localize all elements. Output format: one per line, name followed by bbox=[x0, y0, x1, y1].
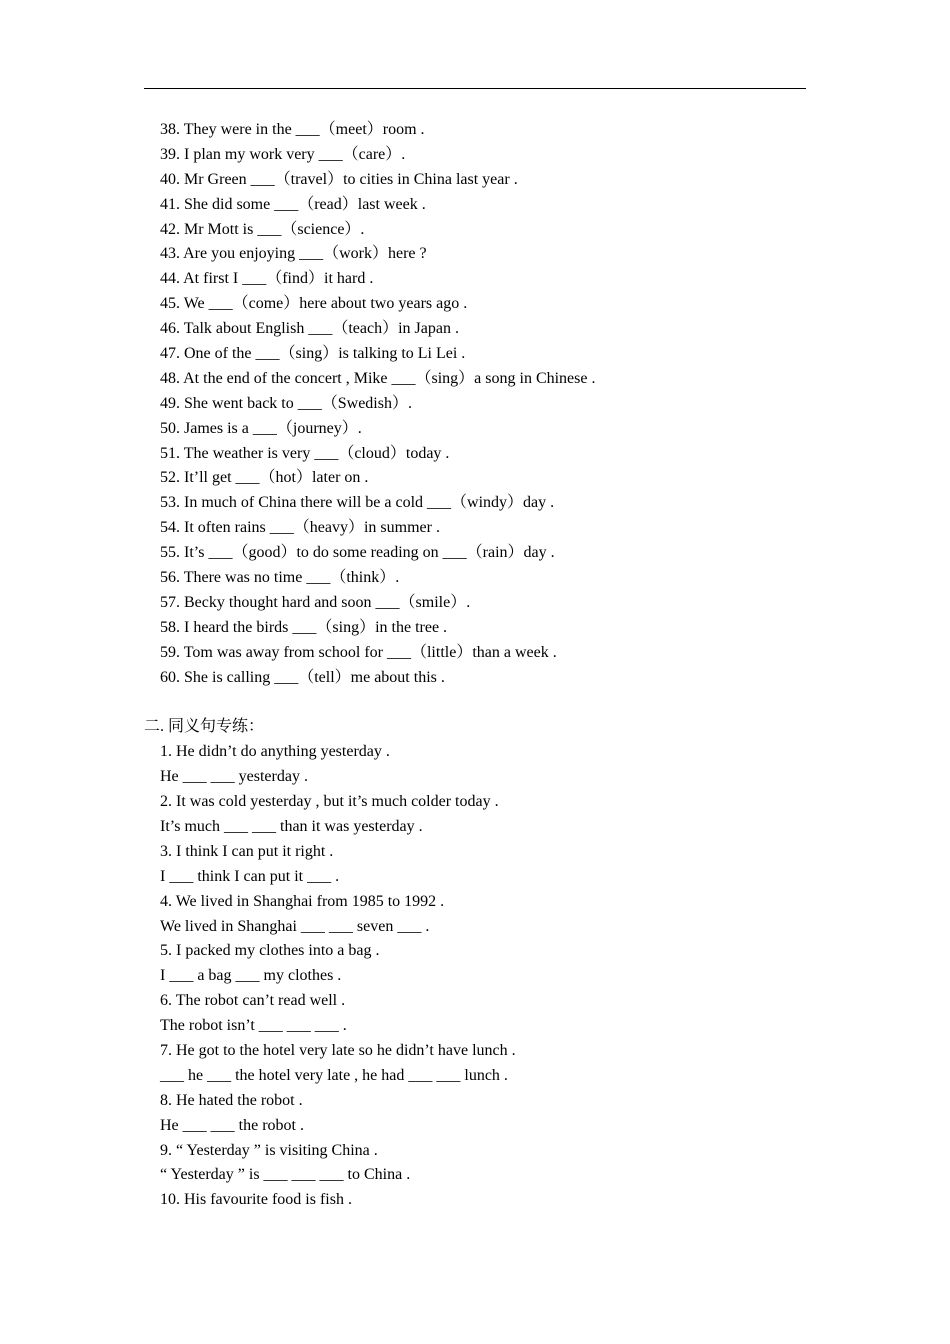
synonym-item: 5. I packed my clothes into a bag . bbox=[160, 942, 380, 960]
header-rule bbox=[144, 88, 806, 89]
exercise-item: 44. At first I ___（find）it hard . bbox=[160, 270, 374, 288]
exercise-item: 59. Tom was away from school for ___（little）than a week . bbox=[160, 643, 557, 661]
synonym-item: 4. We lived in Shanghai from 1985 to 1992 . bbox=[160, 892, 445, 910]
exercise-item: 38. They were in the ___（meet）room . bbox=[160, 121, 425, 138]
exercise-item: 45. We ___（come）here about two years ago . bbox=[160, 295, 468, 313]
exercise-item: 54. It often rains ___（heavy）in summer . bbox=[160, 519, 440, 537]
exercise-item: 40. Mr Green ___（travel）to cities in China last year . bbox=[160, 170, 518, 188]
section-heading: 二. 同义句专练： bbox=[144, 718, 265, 736]
synonym-item: We lived in Shanghai ___ ___ seven ___ . bbox=[160, 917, 430, 935]
synonym-item: 9. “ Yesterday ” is visiting China . bbox=[160, 1141, 378, 1159]
exercise-item: 50. James is a ___（journey）. bbox=[160, 419, 362, 437]
exercise-list bbox=[0, 118, 950, 1213]
exercise-item: 53. In much of China there will be a cold ___（windy）day . bbox=[160, 494, 555, 512]
exercise-item: 47. One of the ___（sing）is talking to Li Lei . bbox=[160, 345, 466, 363]
exercise-item: 51. The weather is very ___（cloud）today . bbox=[160, 444, 450, 462]
exercise-item: 58. I heard the birds ___（sing）in the tree . bbox=[160, 618, 448, 636]
synonym-item: “ Yesterday ” is ___ ___ ___ to China . bbox=[160, 1166, 411, 1184]
synonym-item: 3. I think I can put it right . bbox=[160, 842, 334, 860]
exercise-item: 42. Mr Mott is ___（science）. bbox=[160, 220, 365, 238]
synonym-item: 7. He got to the hotel very late so he didn’t have lunch . bbox=[160, 1041, 516, 1059]
synonym-item: He ___ ___ yesterday . bbox=[160, 768, 308, 786]
synonym-item: It’s much ___ ___ than it was yesterday . bbox=[160, 817, 423, 835]
exercise-item: 48. At the end of the concert , Mike ___（sing）a song in Chinese . bbox=[160, 369, 596, 387]
exercise-item: 55. It’s ___（good）to do some reading on ___（rain）day . bbox=[160, 544, 555, 562]
synonym-item: He ___ ___ the robot . bbox=[160, 1116, 304, 1134]
synonym-item: 1. He didn’t do anything yesterday . bbox=[160, 743, 390, 761]
exercise-item: 60. She is calling ___（tell）me about this . bbox=[160, 668, 445, 686]
exercise-item: 46. Talk about English ___（teach）in Japan . bbox=[160, 320, 459, 338]
synonym-item: ___ he ___ the hotel very late , he had ___ ___ lunch . bbox=[160, 1066, 508, 1084]
synonym-item: 2. It was cold yesterday , but it’s much colder today . bbox=[160, 793, 499, 811]
exercise-item: 41. She did some ___（read）last week . bbox=[160, 195, 426, 213]
exercise-item: 57. Becky thought hard and soon ___（smile）. bbox=[160, 593, 471, 611]
synonym-item: 8. He hated the robot . bbox=[160, 1091, 303, 1109]
exercise-item: 56. There was no time ___（think）. bbox=[160, 569, 400, 587]
exercise-item: 49. She went back to ___（Swedish）. bbox=[160, 394, 412, 412]
exercise-item: 52. It’ll get ___（hot）later on . bbox=[160, 469, 369, 487]
synonym-item: I ___ think I can put it ___ . bbox=[160, 867, 340, 885]
synonym-item: 10. His favourite food is fish . bbox=[160, 1191, 352, 1209]
synonym-item: The robot isn’t ___ ___ ___ . bbox=[160, 1017, 347, 1035]
synonym-item: 6. The robot can’t read well . bbox=[160, 992, 346, 1010]
synonym-item: I ___ a bag ___ my clothes . bbox=[160, 967, 342, 985]
exercise-item: 39. I plan my work very ___（care）. bbox=[160, 145, 406, 163]
exercise-item: 43. Are you enjoying ___（work）here ? bbox=[160, 245, 427, 263]
